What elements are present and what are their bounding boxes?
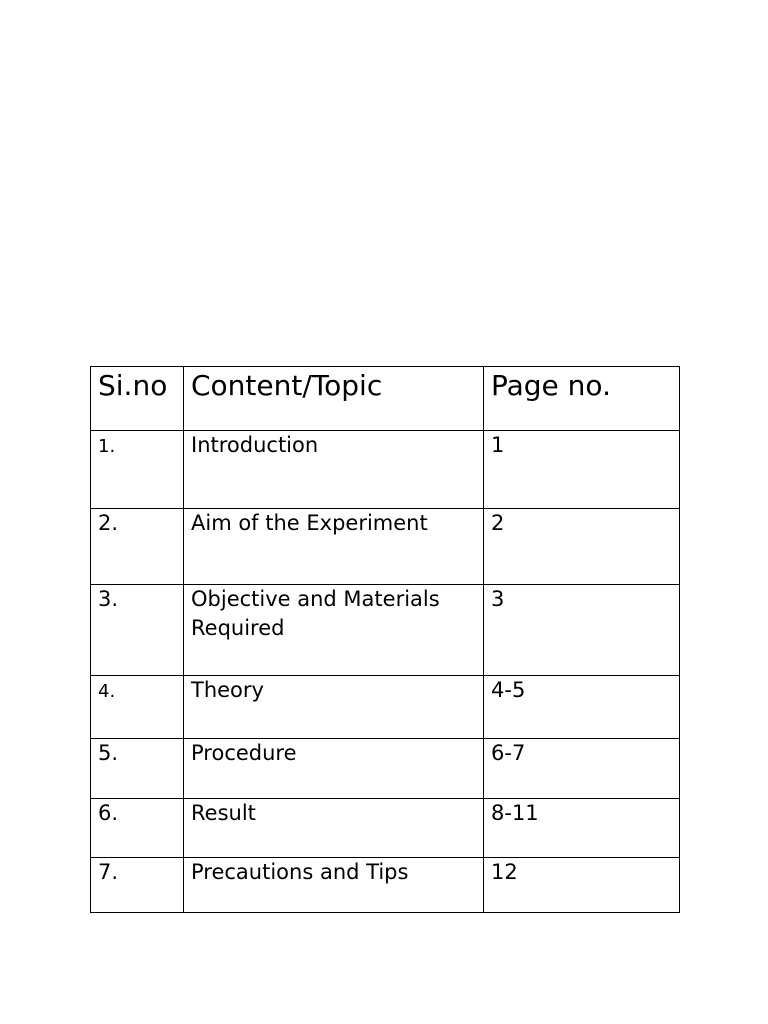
row-sno: [91, 431, 184, 509]
row-sno: 6.: [91, 799, 184, 858]
sno-value: 1.: [98, 436, 116, 457]
sno-value: 4.: [98, 681, 116, 702]
table-header-row: [91, 367, 680, 431]
row-page: 12: [484, 858, 680, 913]
table-row: [91, 585, 680, 676]
table-row: [91, 509, 680, 585]
header-page: Page no.: [484, 367, 680, 431]
row-sno: 5.: [91, 739, 184, 799]
table-row: [91, 431, 680, 509]
row-sno: 2.: [91, 509, 184, 585]
row-sno: [91, 676, 184, 739]
row-page: 8-11: [484, 799, 680, 858]
table-row: [91, 858, 680, 913]
row-sno: 7.: [91, 858, 184, 913]
table-row: [91, 676, 680, 739]
row-topic: Result: [184, 799, 484, 858]
table-of-contents: [90, 366, 680, 913]
header-topic: Content/Topic: [184, 367, 484, 431]
row-page: 4-5: [484, 676, 680, 739]
row-topic: Precautions and Tips: [184, 858, 484, 913]
row-page: 1: [484, 431, 680, 509]
header-sno: Si.no: [91, 367, 184, 431]
table-row: [91, 799, 680, 858]
row-topic: Procedure: [184, 739, 484, 799]
row-page: 6-7: [484, 739, 680, 799]
row-topic: Introduction: [184, 431, 484, 509]
row-topic: Objective and Materials Required: [184, 585, 484, 676]
row-page: 2: [484, 509, 680, 585]
row-topic: Theory: [184, 676, 484, 739]
row-page: 3: [484, 585, 680, 676]
row-sno: 3.: [91, 585, 184, 676]
row-topic: Aim of the Experiment: [184, 509, 484, 585]
table-row: [91, 739, 680, 799]
